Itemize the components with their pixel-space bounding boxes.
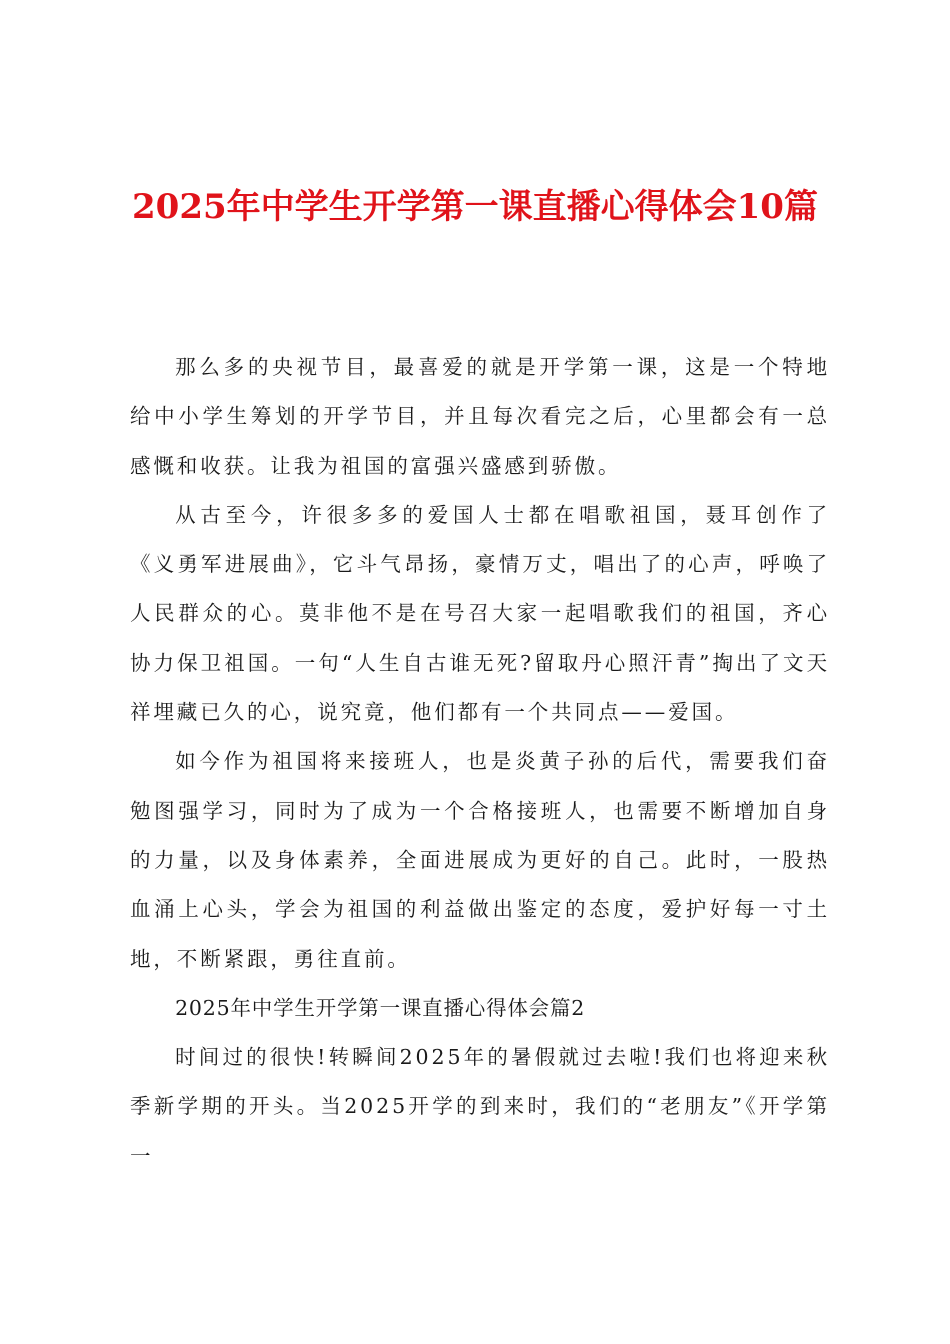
paragraph-2: 从古至今，许很多多的爱国人士都在唱歌祖国，聂耳创作了《义勇军进展曲》，它斗气昂扬，豪情万丈，唱出了的心声，呼唤了人民群众的心。莫非他不是在号召大家一起唱歌我们的祖国，齐心协力保卫祖国。一句“人生自古谁无死?留取丹心照汗青”掏出了文天祥埋藏已久的心，说究竟，他们都有一个共同点——爱国。 [130, 502, 830, 725]
section-paragraph: 时间过的很快!转瞬间2025年的暑假就过去啦!我们也将迎来秋季新学期的开头。当2025开学的到来时，我们的“老朋友”《开学第一 [130, 1045, 830, 1168]
paragraph-3: 如今作为祖国将来接班人，也是炎黄子孙的后代，需要我们奋勉图强学习，同时为了成为一个合格接班人，也需要不断增加自身的力量，以及身体素养，全面进展成为更好的自己。此时，一股热血涌上心头，学会为祖国的利益做出鉴定的态度，爱护好每一寸土地，不断紧跟，勇往直前。 [130, 749, 830, 971]
paragraph-1: 那么多的央视节目，最喜爱的就是开学第一课，这是一个特地给中小学生筹划的开学节目，并且每次看完之后，心里都会有一总感慨和收获。让我为祖国的富强兴盛感到骄傲。 [130, 355, 830, 478]
document-body [130, 343, 830, 1181]
document-title: 2025年中学生开学第一课直播心得体会10篇 [132, 187, 818, 227]
section-heading: 2025年中学生开学第一课直播心得体会篇2 [175, 995, 586, 1020]
